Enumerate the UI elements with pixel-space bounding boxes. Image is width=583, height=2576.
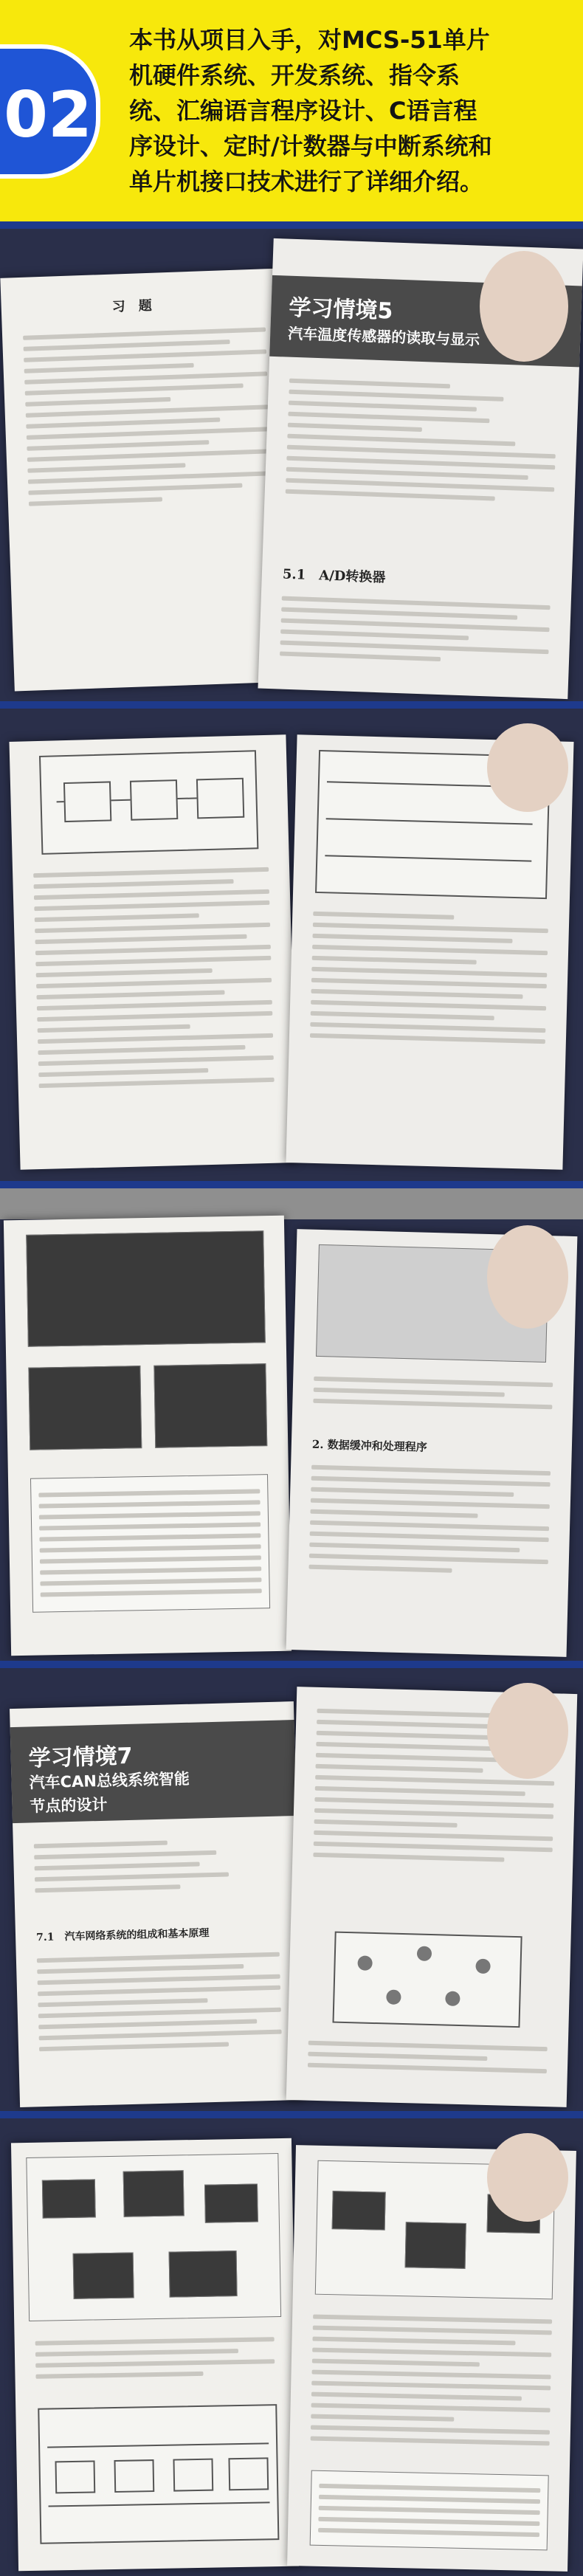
section-heading-ad: 5.1 A/D转换器 (282, 566, 386, 586)
bus-topology-diagram (38, 2404, 279, 2544)
section-text (37, 1946, 283, 2059)
spec-table (310, 2470, 549, 2551)
car-strip (0, 1188, 583, 1219)
left-page (11, 2138, 299, 2572)
banner-line-4: 序设计、定时/计数器与中断系统和 (129, 132, 492, 160)
book-photo-3 (0, 1188, 583, 1661)
chapter-subtitle-1: 汽车CAN总线系统智能 (29, 1769, 190, 1792)
page-text (310, 905, 549, 1050)
chapter-subtitle: 汽车温度传感器的读取与显示 (287, 324, 480, 349)
decorative-ornament (487, 2133, 568, 2222)
left-page (0, 268, 298, 691)
decorative-ornament (480, 251, 568, 362)
section-badge (0, 44, 100, 179)
parts-table (30, 1474, 270, 1613)
network-topology-diagram (332, 1932, 522, 2028)
chapter-title: 学习情境5 (288, 295, 393, 325)
book-photo-4 (0, 1668, 583, 2111)
section-heading-network: 7.1 汽车网络系统的组成和基本原理 (35, 1927, 210, 1944)
chapter-title: 学习情境7 (28, 1743, 134, 1772)
block-diagram (39, 750, 258, 855)
left-page (10, 1701, 304, 2107)
can-network-figure (26, 2153, 281, 2321)
section-text (280, 590, 551, 672)
decorative-ornament (487, 723, 568, 812)
board-photo-a (28, 1366, 142, 1450)
banner-line-1: 本书从项目入手，对MCS-51单片 (129, 26, 490, 54)
badge-number: 02 (4, 78, 92, 152)
page-text-bottom (308, 2034, 548, 2080)
chapter-text (285, 372, 558, 510)
exercise-text (23, 320, 272, 512)
decorative-ornament (487, 1225, 568, 1329)
chapter-text (34, 1831, 278, 1900)
banner-line-3: 统、汇编语言程序设计、C语言程 (129, 97, 477, 125)
left-page (4, 1216, 292, 1656)
section-heading-buffer: 2. 数据缓冲和处理程序 (311, 1437, 427, 1454)
section-text (308, 1459, 551, 1582)
book-photo-1 (0, 229, 583, 701)
chapter-subtitle-2: 节点的设计 (30, 1795, 108, 1816)
board-photo-b (153, 1363, 267, 1448)
page-text (313, 1370, 553, 1416)
banner-line-2: 机硬件系统、开发系统、指令系 (129, 61, 460, 89)
page-text (310, 2308, 552, 2453)
banner-description (129, 22, 565, 199)
book-photo-5 (0, 2118, 583, 2576)
decorative-ornament (487, 1683, 568, 1779)
page-text (35, 2330, 275, 2386)
banner-line-5: 单片机接口技术进行了详细介绍。 (129, 168, 484, 196)
product-banner (0, 0, 583, 221)
exercise-title: 习 题 (111, 297, 153, 315)
chapter-header (10, 1720, 297, 1823)
page-text (33, 861, 275, 1095)
book-photo-2 (0, 709, 583, 1181)
left-page (9, 734, 297, 1170)
circuit-board-photo (26, 1230, 266, 1347)
